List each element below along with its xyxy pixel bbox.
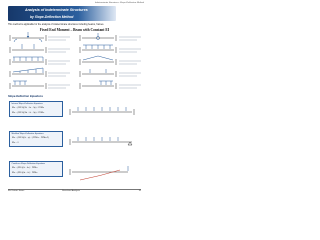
equation-line: Mₙₐ = 0	[12, 141, 19, 144]
equation-line: Mₐₙ = (3EI/L)(θₐ − ψ) + (FEMₐₙ − FEMₙₐ/2)	[12, 137, 49, 139]
header-note: Indeterminate Structures: Slope-Deflection Method	[94, 2, 144, 4]
footer-author: Mr. Kaiser Jones	[8, 190, 25, 192]
beam-diagram-right-4	[80, 69, 116, 77]
beam-diagram-left-5	[10, 81, 46, 89]
intro-text: This method is applicable for the analysis of indeterminate structures including beams, frames.	[8, 24, 105, 26]
sign-convention-sketches	[70, 107, 134, 180]
banner-title: Analysis of Indeterminate Structures	[25, 8, 88, 12]
equation-box-title: Modified Slope-Deflection Equations	[11, 132, 44, 135]
beam-diagram-right-5	[80, 81, 116, 89]
equation-box-title: Internal Slope-Deflection Equations	[11, 102, 43, 105]
beam-diagram-left-3	[10, 57, 46, 65]
beam-diagram-left-2	[10, 44, 46, 53]
beam-diagram-right-3	[80, 56, 116, 65]
banner-subtitle: by Slope-Deflection Method	[30, 14, 74, 19]
equation-box-cantilever	[9, 161, 63, 177]
equation-line: Mₙₐ = (2EI/L)(2θₙ + θₐ − 3ψ) + FEMₙₐ	[12, 111, 45, 114]
beam-diagram-right-2	[80, 45, 116, 53]
page-number: 10	[138, 190, 141, 192]
beam-diagram-left-1	[10, 32, 46, 42]
beam-diagram-right-1	[80, 33, 116, 41]
equation-line: Mₐₙ = (2EI/L)(2θₐ + θₙ − 3ψ) + FEMₐₙ	[12, 107, 45, 109]
equation-box-internal	[9, 101, 63, 117]
equation-line: Mₐₙ = (EI/L)(θₐ − θₙ) + FEMₐₙ	[12, 167, 38, 169]
section-title: Slope-Deflection Equations	[8, 95, 43, 98]
equation-line: Mₙₐ = (EI/L)(θₙ − θₐ) + FEMₙₐ	[12, 171, 38, 174]
equation-box-title: Cantilever Slope-Deflection Equations	[11, 162, 46, 165]
beam-diagram-left-4	[10, 68, 46, 77]
footer-course: Structural Analysis	[62, 190, 80, 192]
fem-subheading: Fixed End Moment – Beam with Constant EI	[39, 28, 110, 32]
equation-box-modified	[9, 131, 63, 147]
